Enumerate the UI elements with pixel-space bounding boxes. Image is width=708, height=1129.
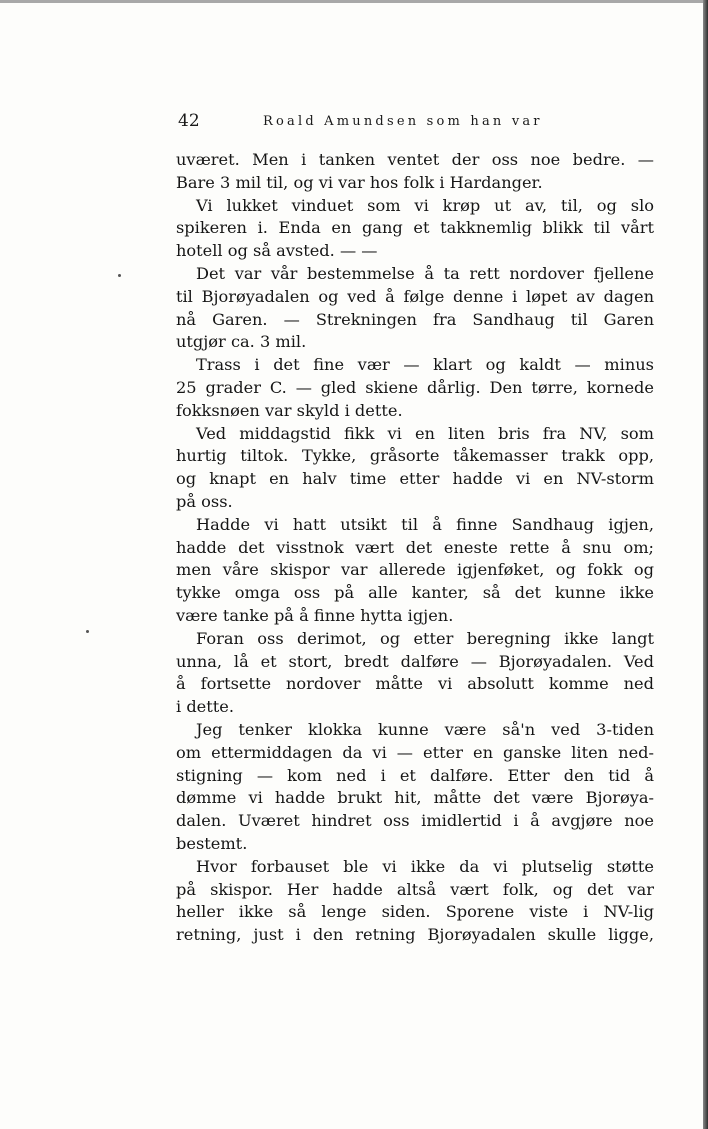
text-line: Det var vår bestemmelse å ta rett nordover fjellene: [196, 263, 654, 283]
text-line: retning, just i den retning Bjorøyadalen skulle ligge,: [176, 925, 654, 945]
paragraph: [176, 149, 654, 195]
paragraph: [176, 354, 654, 422]
text-line: nå Garen. — Strekningen fra Sandhaug til Garen: [176, 309, 654, 329]
text-line: å fortsette nordover måtte vi absolutt komme ned: [176, 674, 654, 694]
text-line: i dette.: [176, 697, 234, 717]
paragraph: [176, 195, 654, 263]
text-line: dalen. Uværet hindret oss imidlertid i å avgjøre noe: [176, 811, 654, 831]
text-line: Trass i det fine vær — klart og kaldt — minus: [196, 355, 654, 375]
paragraph: [176, 719, 654, 856]
paragraph: [176, 263, 654, 354]
text-line: stigning — kom ned i et dalføre. Etter den tid å: [176, 765, 654, 785]
text-line: 25 grader C. — gled skiene dårlig. Den tørre, kornede: [176, 377, 654, 397]
text-line: Hadde vi hatt utsikt til å finne Sandhaug igjen,: [196, 514, 654, 534]
text-line: Bare 3 mil til, og vi var hos folk i Hardanger.: [176, 172, 543, 192]
text-line: men våre skispor var allerede igjenføket, og fokk og: [176, 560, 654, 580]
page-number: 42: [178, 111, 200, 131]
text-line: dømme vi hadde brukt hit, måtte det være Bjorøya-: [176, 788, 654, 808]
text-line: unna, lå et stort, bredt dalføre — Bjorøyadalen. Ved: [176, 651, 654, 671]
text-line: til Bjorøyadalen og ved å følge denne i løpet av dagen: [176, 286, 654, 306]
text-line: Ved middagstid fikk vi en liten bris fra NV, som: [196, 423, 654, 443]
text-line: Jeg tenker klokka kunne være så'n ved 3-tiden: [196, 719, 654, 739]
text-line: fokksnøen var skyld i dette.: [176, 400, 403, 420]
text-line: hotell og så avsted. — —: [176, 241, 378, 261]
speck-mark: [118, 274, 121, 277]
text-line: uværet. Men i tanken ventet der oss noe bedre. —: [176, 150, 654, 169]
text-line: på skispor. Her hadde altså vært folk, og det var: [176, 879, 654, 899]
text-line: hadde det visstnok vært det eneste rette å snu om;: [176, 537, 654, 557]
paragraph: [176, 856, 654, 947]
page-edge-shadow: [703, 0, 708, 1129]
body-text: [176, 149, 654, 947]
speck-mark: [86, 630, 89, 633]
text-line: Vi lukket vinduet som vi krøp ut av, til, og slo: [196, 195, 654, 215]
paragraph: [176, 628, 654, 719]
text-line: bestemt.: [176, 833, 248, 853]
text-line: tykke omga oss på alle kanter, så det kunne ikke: [176, 583, 654, 603]
paragraph: [176, 423, 654, 514]
text-line: Foran oss derimot, og etter beregning ikke langt: [196, 628, 654, 648]
text-line: være tanke på å finne hytta igjen.: [176, 605, 454, 625]
text-line: på oss.: [176, 491, 233, 511]
text-line: hurtig tiltok. Tykke, gråsorte tåkemasser trakk opp,: [176, 446, 654, 466]
text-line: om ettermiddagen da vi — etter en ganske liten ned-: [176, 742, 654, 762]
text-line: heller ikke så lenge siden. Sporene viste i NV-lig: [176, 902, 654, 922]
text-line: utgjør ca. 3 mil.: [176, 332, 307, 352]
text-line: Hvor forbauset ble vi ikke da vi plutselig støtte: [196, 856, 654, 876]
text-line: spikeren i. Enda en gang et takknemlig blikk til vårt: [176, 218, 654, 238]
text-line: og knapt en halv time etter hadde vi en NV-storm: [176, 469, 654, 489]
running-title: Roald Amundsen som han var: [263, 114, 543, 129]
paragraph: [176, 514, 654, 628]
